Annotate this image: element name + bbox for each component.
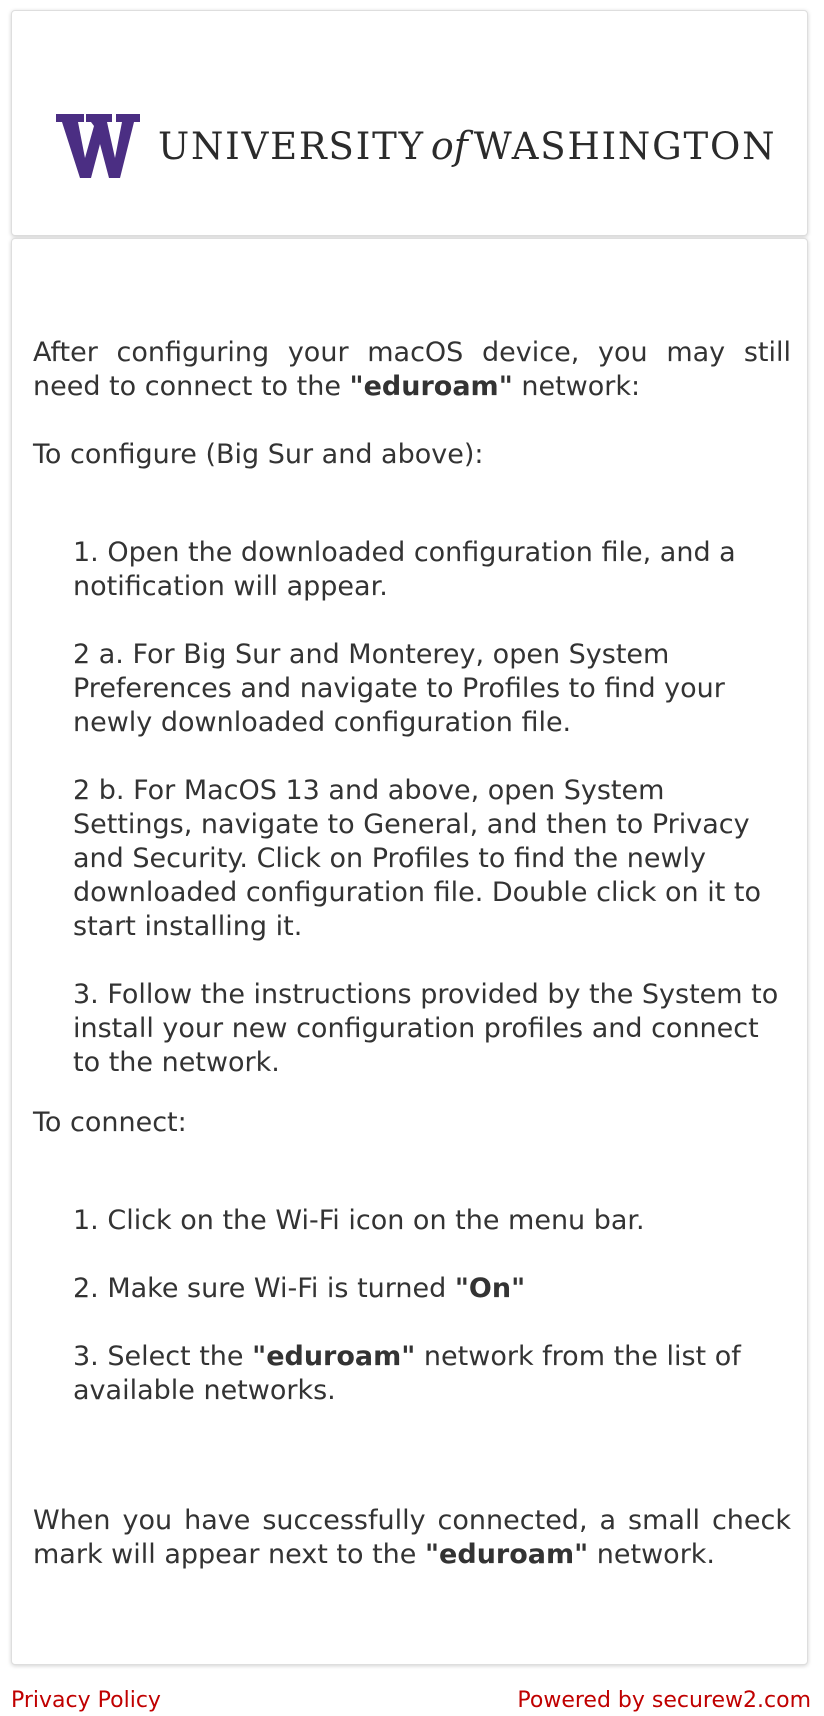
- configure-step-2b: 2 b. For MacOS 13 and above, open System Settings, navigate to General, and then to Privacy and Security. Click on Profiles to find the newly downloaded configuration file. Double click on it to start installing it.: [73, 775, 762, 942]
- powered-by-link[interactable]: Powered by securew2.com: [517, 1688, 811, 1713]
- intro-network-name: "eduroam": [349, 371, 513, 402]
- wordmark-of: of: [430, 124, 468, 168]
- connect-step-1: 1. Click on the Wi-Fi icon on the menu bar.: [73, 1205, 645, 1236]
- configure-heading: To configure (Big Sur and above):: [33, 439, 484, 470]
- configure-step-3: 3. Follow the instructions provided by the System to install your new configuration profiles and connect to the network.: [73, 979, 779, 1078]
- uw-w-logo-icon: [56, 114, 140, 178]
- connect-step-3-network: "eduroam": [252, 1341, 416, 1372]
- connect-step-3-text: 3. Select the: [73, 1341, 253, 1372]
- wordmark-university: UNIVERSITY: [158, 125, 425, 168]
- university-wordmark: [158, 124, 776, 168]
- header-card: [11, 10, 808, 236]
- university-logo: [56, 111, 776, 181]
- outro-text: When you have successfully connected, a small check mark will appear next to the: [33, 1505, 791, 1570]
- intro-paragraph: [33, 336, 791, 404]
- connect-step-2-text: 2. Make sure Wi-Fi is turned: [73, 1273, 455, 1304]
- connect-step-2-on: "On": [454, 1273, 526, 1304]
- outro-network-name: "eduroam": [424, 1539, 589, 1570]
- connect-step-2: [73, 1272, 791, 1306]
- instructions-card: [11, 238, 808, 1665]
- intro-text-end: network:: [512, 371, 641, 402]
- privacy-policy-link[interactable]: Privacy Policy: [11, 1688, 161, 1713]
- configure-steps-list: [33, 536, 791, 1080]
- configure-step-2a: 2 a. For Big Sur and Monterey, open System Preferences and navigate to Profiles to find your newly downloaded configuration file.: [73, 639, 725, 738]
- connect-step-3-text-end: network from the list of available networks.: [73, 1341, 741, 1406]
- wordmark-washington: WASHINGTON: [473, 125, 777, 168]
- connect-heading: To connect:: [33, 1107, 187, 1138]
- connect-steps-list: [33, 1204, 791, 1408]
- intro-text: After configuring your macOS device, you may still need to connect to the: [33, 337, 791, 402]
- configure-step-1: 1. Open the downloaded configuration file, and a notification will appear.: [73, 537, 736, 602]
- connect-step-3: [73, 1340, 791, 1408]
- outro-text-end: network.: [588, 1539, 716, 1570]
- instructions-content: [33, 336, 791, 1572]
- outro-paragraph: [33, 1504, 791, 1572]
